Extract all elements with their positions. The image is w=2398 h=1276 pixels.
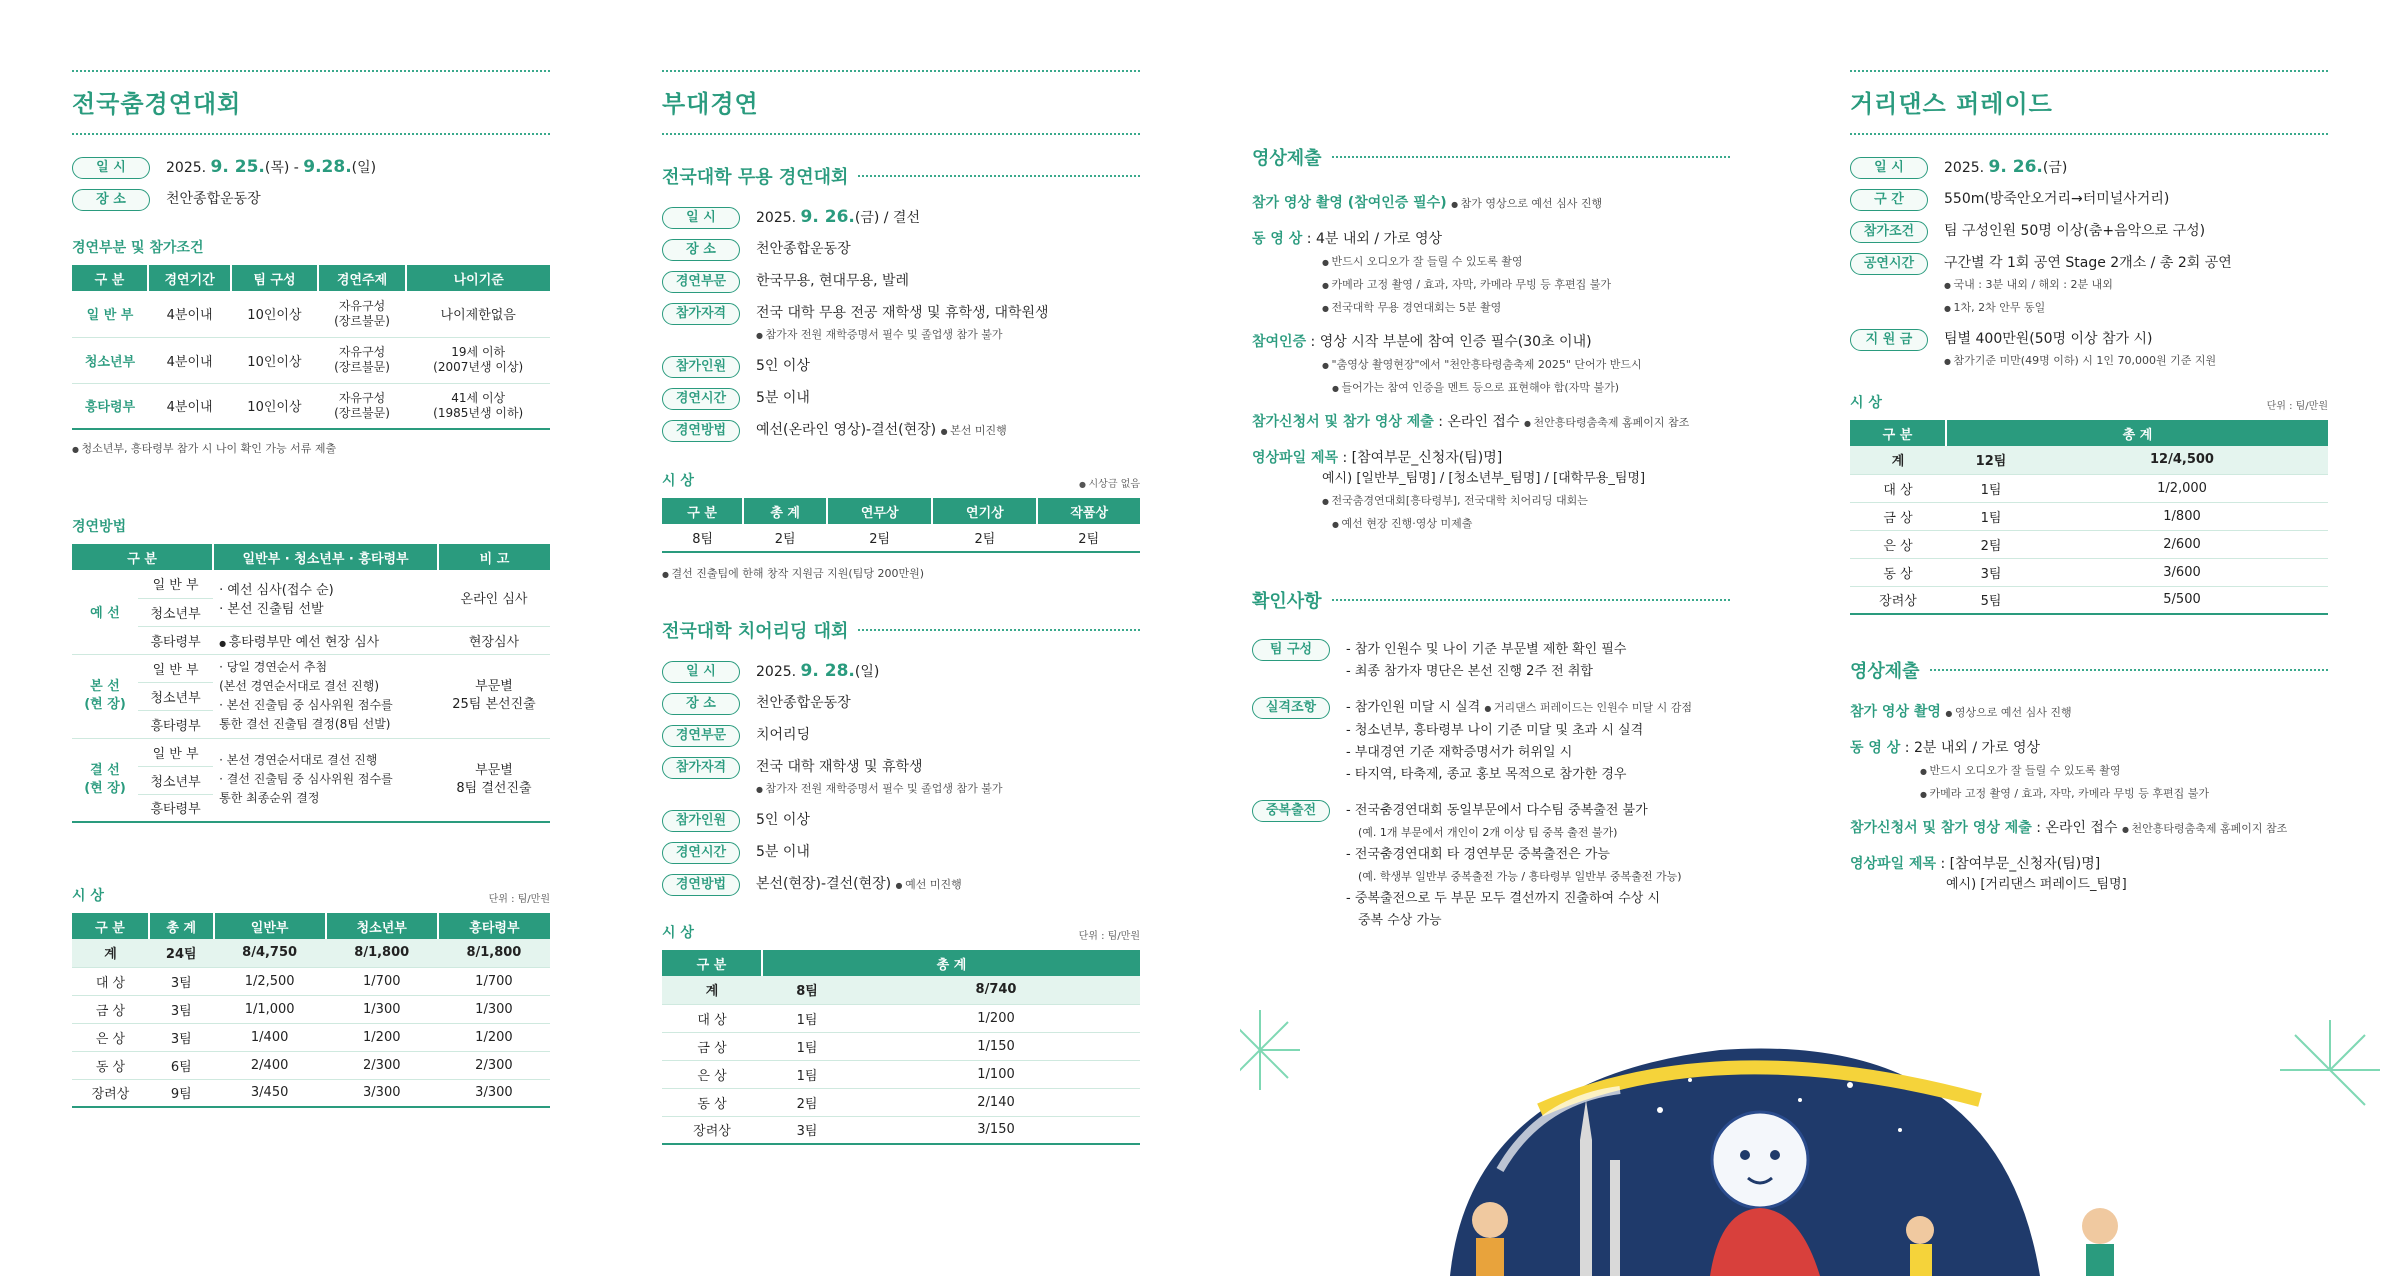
cheer-date-row: 일 시 2025. 9. 28.(일) [662,661,1140,683]
parade-video-filename: 영상파일 제목 : [참여부문_신청자(팀)명] [1850,856,2101,872]
table-row: 계 12팀 12/4,500 [1850,446,2328,474]
cheer-prize-header: 시 상 단위 : 팀/만원 [662,925,1140,942]
section-title: 부대경연 [662,90,759,118]
cheer-contest-title: 전국대학 치어리딩 대회 [662,617,1140,643]
cheer-time-row: 경연시간 5분 이내 [662,842,1140,864]
cheer-method-row: 경연방법 본선(현장)-결선(현장) ● 예선 미진행 [662,874,1140,896]
dance-category-row: 경연부문 한국무용, 현대무용, 발레 [662,271,1140,293]
dance-prize-header: 시 상 ● 시상금 없음 [662,470,1140,490]
table-row: 장려상 5팀 5/500 [1850,586,2328,614]
video-spec: 동 영 상 : 4분 내외 / 가로 영상 [1252,231,1443,247]
place-row [72,189,550,211]
parade-video-spec-notes: ● 반드시 오디오가 잘 들릴 수 있도록 촬영 ● 카메라 고정 촬영 / 효과, 자막, 카메라 무빙 등 후편집 불가 [1850,761,2328,805]
cheer-prize-table: 구 분 총 계 계 8팀 8/740 대 상 1팀 1/200 금 상 1팀 1/150 은 상 1팀 1/100 동 상 2팀 2/140 장려상 3팀 3/150 [662,950,1140,1145]
column-street-parade [1850,0,2328,895]
table-row: 금 상 1팀 1/150 [662,1032,1140,1060]
parade-support-row: 지 원 금 팀별 400만원(50명 이상 참가 시) ● 참가기준 미만(49명 이하) 시 1인 70,000원 기준 지원 [1850,329,2328,372]
check-disqualify: 실격조항 - 참가인원 미달 시 실격 ● 거리댄스 퍼레이드는 인원수 미달 시 감점 - 청소년부, 흥타령부 나이 기준 미달 및 초과 시 실격 - 부대경연 기준 재학증명서가 허위일 시 - 타지역, 타축제, 종교 홍보 목적으로 참가한 경우 [1252,697,1730,786]
table-row: 계 24팀 8/4,750 8/1,800 8/1,800 [72,939,550,967]
parade-condition-row: 참가조건 팀 구성인원 50명 이상(춤+음악으로 구성) [1850,221,2328,243]
video-filename-notes: 예시) [일반부_팀명] / [청소년부_팀명] / [대학무용_팀명] ● 전국춤경연대회[흥타령부], 전국대학 치어리딩 대회는 ● 예선 현장 진행·영상 미제출 [1252,469,1730,535]
table-row: 금 상 3팀 1/1,000 1/300 1/300 [72,995,550,1023]
table-row: 예 선 일 반 부 · 예선 심사(접수 순) · 본선 진출팀 선발 온라인 심사 [72,570,550,598]
table-row: 8팀 2팀 2팀 2팀 2팀 [662,524,1140,552]
dance-prize-table: 구 분 총 계 연무상 연기상 작품상 8팀 2팀 2팀 2팀 2팀 [662,498,1140,553]
table-row: 동 상 3팀 3/600 [1850,558,2328,586]
place-value: 천안종합운동장 [166,191,261,207]
table-row: 장려상 3팀 3/150 [662,1116,1140,1144]
prize-header: 시 상 단위 : 팀/만원 [72,888,550,905]
column-video-and-checks [1252,0,1730,932]
table-row: 동 상 2팀 2/140 [662,1088,1140,1116]
table-row: 동 상 6팀 2/400 2/300 2/300 [72,1051,550,1079]
cheer-category-row: 경연부문 치어리딩 [662,725,1140,747]
conditions-title: 경연부분 및 참가조건 [72,240,204,256]
table-row: 흥타령부 [72,794,550,822]
parade-date-row: 일 시 2025. 9. 26.(금) [1850,157,2328,179]
table-row: 계 8팀 8/740 [662,976,1140,1004]
table-row: 본 선 (현 장) 일 반 부 · 당일 경연순서 추첨 (본선 경연순서대로 결선 진행) · 본선 진출팀 중 심사위원 점수를 통한 결선 진출팀 결정(8팀 선발) 부문별 25팀 본선진출 [72,654,550,682]
conditions-table: 구 분 경연기간 팀 구성 경연주제 나이기준 일 반 부 4분이내 10인이상 자유구성 (장르불문) 나이제한없음 청소년부 4분이내 10인이상 자유구성 (장르불문) 19세 이하 (2007년생 이상) 흥타령부 4분이내 10인이상 자유구성 (장르불문) 41세 이상 (1985년생 이하) [72,265,550,430]
table-row: 은 상 1팀 1/100 [662,1060,1140,1088]
parade-video-shoot: 참가 영상 촬영 ● 영상으로 예선 심사 진행 [1850,701,2328,725]
conditions-note: ● 청소년부, 흥타령부 참가 시 나이 확인 가능 서류 제출 [72,440,550,456]
parade-video-spec: 동 영 상 : 2분 내외 / 가로 영상 [1850,740,2041,756]
cheer-members-row: 참가인원 5인 이상 [662,810,1140,832]
firework-left [1240,1010,1300,1090]
table-row: 금 상 1팀 1/800 [1850,502,2328,530]
method-title: 경연방법 [72,519,127,535]
column-side-contests [662,0,1140,1145]
column-national-dance [72,0,550,1108]
cheer-eligibility-row: 참가자격 전국 대학 재학생 및 휴학생 ● 참가자 전원 재학증명서 필수 및 졸업생 참가 불가 [662,757,1140,800]
date-row [72,157,550,179]
table-row: 청소년부 [72,682,550,710]
dance-time-row: 경연시간 5분 이내 [662,388,1140,410]
table-row: 청소년부 [72,598,550,626]
video-verify: 참여인증 : 영상 시작 부분에 참여 인증 필수(30초 이내) [1252,334,1592,350]
section-header [662,70,1140,135]
check-title: 확인사항 [1252,587,1730,613]
parade-time-row: 공연시간 구간별 각 1회 공연 Stage 2개소 / 총 2회 공연 ● 국내 : 3분 내외 / 해외 : 2분 내외 ● 1차, 2차 안무 동일 [1850,253,2328,319]
method-table: 구 분 일반부 · 청소년부 · 흥타령부 비 고 예 선 일 반 부 · 예선 심사(접수 순) · 본선 진출팀 선발 온라인 심사 청소년부 흥타령부 ● 흥타령부만 예선 현장 심사 현장심사 본 선 (현 장) 일 반 부 · 당일 경연순서 추첨 (본선 경연순서대로 결선 진행) · 본선 진출팀 중 심사위원 점수를 통한 결선 진출팀 결정(8팀 선발) 부문별 25팀 본선진출 청소년부 흥타령부 결 선 (현 장) 일 반 부 · 본선 경연순서대로 결선 진행 · 결선 진출팀 중 심사위원 점수를 통한 최종순위 결정 부문별 8팀 결선진출 청소년부 흥타령부 [72,544,550,823]
video-verify-notes: ● "춤영상 촬영현장"에서 "천안흥타령춤축제 2025" 단어가 반드시 ● 들어가는 참여 인증을 멘트 등으로 표현해야 함(자막 불가) [1252,355,1730,399]
firework-right [2280,1020,2380,1105]
parade-video-filename-example: 예시) [거리댄스 퍼레이드_팀명] [1946,877,2127,892]
parade-prize-header: 시 상 단위 : 팀/만원 [1850,395,2328,412]
table-row: 일 반 부 4분이내 10인이상 자유구성 (장르불문) 나이제한없음 [72,291,550,337]
parade-route-row: 구 간 550m(방죽안오거리→터미널사거리) [1850,189,2328,211]
dance-date-row: 일 시 2025. 9. 26.(금) / 결선 [662,207,1140,229]
table-row: 대 상 1팀 1/2,000 [1850,474,2328,502]
place-label: 장 소 [72,189,150,211]
video-title: 영상제출 [1252,144,1730,170]
section-title: 거리댄스 퍼레이드 [1850,90,2053,118]
section-header [72,70,550,135]
video-shoot: 참가 영상 촬영 (참여인증 필수) ● 참가 영상으로 예선 심사 진행 [1252,192,1730,216]
prize-table: 구 분 총 계 일반부 청소년부 흥타령부 계 24팀 8/4,750 8/1,800 8/1,800 대 상 3팀 1/2,500 1/700 1/700 금 상 3팀 1/1,000 1/300 1/300 은 상 3팀 1/400 1/200 1/200 동 상 6팀 2/400 2/300 2/300 장려상 9팀 3/450 3/300 3/300 [72,913,550,1108]
table-row: 은 상 3팀 1/400 1/200 1/200 [72,1023,550,1051]
dance-prize-note: ● 결선 진출팀에 한해 창작 지원금 지원(팀당 200만원) [662,565,1140,581]
check-team: 팀 구성 - 참가 인원수 및 나이 기준 부문별 제한 확인 필수 - 최종 참가자 명단은 본선 진행 2주 전 취합 [1252,639,1730,683]
parade-video-submit: 참가신청서 및 참가 영상 제출 : 온라인 접수 ● 천안흥타령춤축제 홈페이지 참조 [1850,817,2328,841]
check-duplicate: 중복출전 - 전국춤경연대회 동일부문에서 다수팀 중복출전 불가 (예. 1개 부문에서 개인이 2개 이상 팀 중복 출전 불가) - 전국춤경연대회 타 경연부문 중복출전은 가능 (예. 학생부 일반부 중복출전 가능 / 흥타령부 일반부 중복출전 가능) - 중복출전으로 두 부문 모두 결선까지 진출하여 수상 시 중복 수상 가능 [1252,800,1730,932]
table-row: 흥타령부 [72,710,550,738]
parade-video-title: 영상제출 [1850,657,2328,683]
dance-members-row: 참가인원 5인 이상 [662,356,1140,378]
table-row: 청소년부 4분이내 10인이상 자유구성 (장르불문) 19세 이하 (2007년생 이상) [72,337,550,383]
video-submit: 참가신청서 및 참가 영상 제출 : 온라인 접수 ● 천안흥타령춤축제 홈페이지 참조 [1252,411,1730,435]
section-header [1850,70,2328,135]
table-row: 대 상 3팀 1/2,500 1/700 1/700 [72,967,550,995]
dance-eligibility-row: 참가자격 전국 대학 무용 전공 재학생 및 휴학생, 대학원생 ● 참가자 전원 재학증명서 필수 및 졸업생 참가 불가 [662,303,1140,346]
table-row: 청소년부 [72,766,550,794]
table-row: 결 선 (현 장) 일 반 부 · 본선 경연순서대로 결선 진행 · 결선 진출팀 중 심사위원 점수를 통한 최종순위 결정 부문별 8팀 결선진출 [72,738,550,766]
parade-prize-table: 구 분 총 계 계 12팀 12/4,500 대 상 1팀 1/2,000 금 상 1팀 1/800 은 상 2팀 2/600 동 상 3팀 3/600 장려상 5팀 5/500 [1850,420,2328,615]
section-title: 전국춤경연대회 [72,90,242,118]
video-filename: 영상파일 제목 : [참여부문_신청자(팀)명] [1252,450,1503,466]
date-value: 2025. 9. 25.(목) - 9.28.(일) [166,157,377,177]
video-spec-notes: ● 반드시 오디오가 잘 들릴 수 있도록 촬영 ● 카메라 고정 촬영 / 효과, 자막, 카메라 무빙 등 후편집 불가 ● 전국대학 무용 경연대회는 5분 촬영 [1252,252,1730,319]
dance-contest-title: 전국대학 무용 경연대회 [662,163,1140,189]
dance-place-row: 장 소 천안종합운동장 [662,239,1140,261]
festival-illustration [1240,990,2398,1276]
table-row: 장려상 9팀 3/450 3/300 3/300 [72,1079,550,1107]
table-row: 흥타령부 4분이내 10인이상 자유구성 (장르불문) 41세 이상 (1985년생 이하) [72,383,550,429]
cheer-place-row: 장 소 천안종합운동장 [662,693,1140,715]
table-row: 흥타령부 ● 흥타령부만 예선 현장 심사 현장심사 [72,626,550,654]
table-row: 은 상 2팀 2/600 [1850,530,2328,558]
table-row: 대 상 1팀 1/200 [662,1004,1140,1032]
dance-method-row: 경연방법 예선(온라인 영상)-결선(현장) ● 본선 미진행 [662,420,1140,442]
date-label: 일 시 [72,157,150,179]
